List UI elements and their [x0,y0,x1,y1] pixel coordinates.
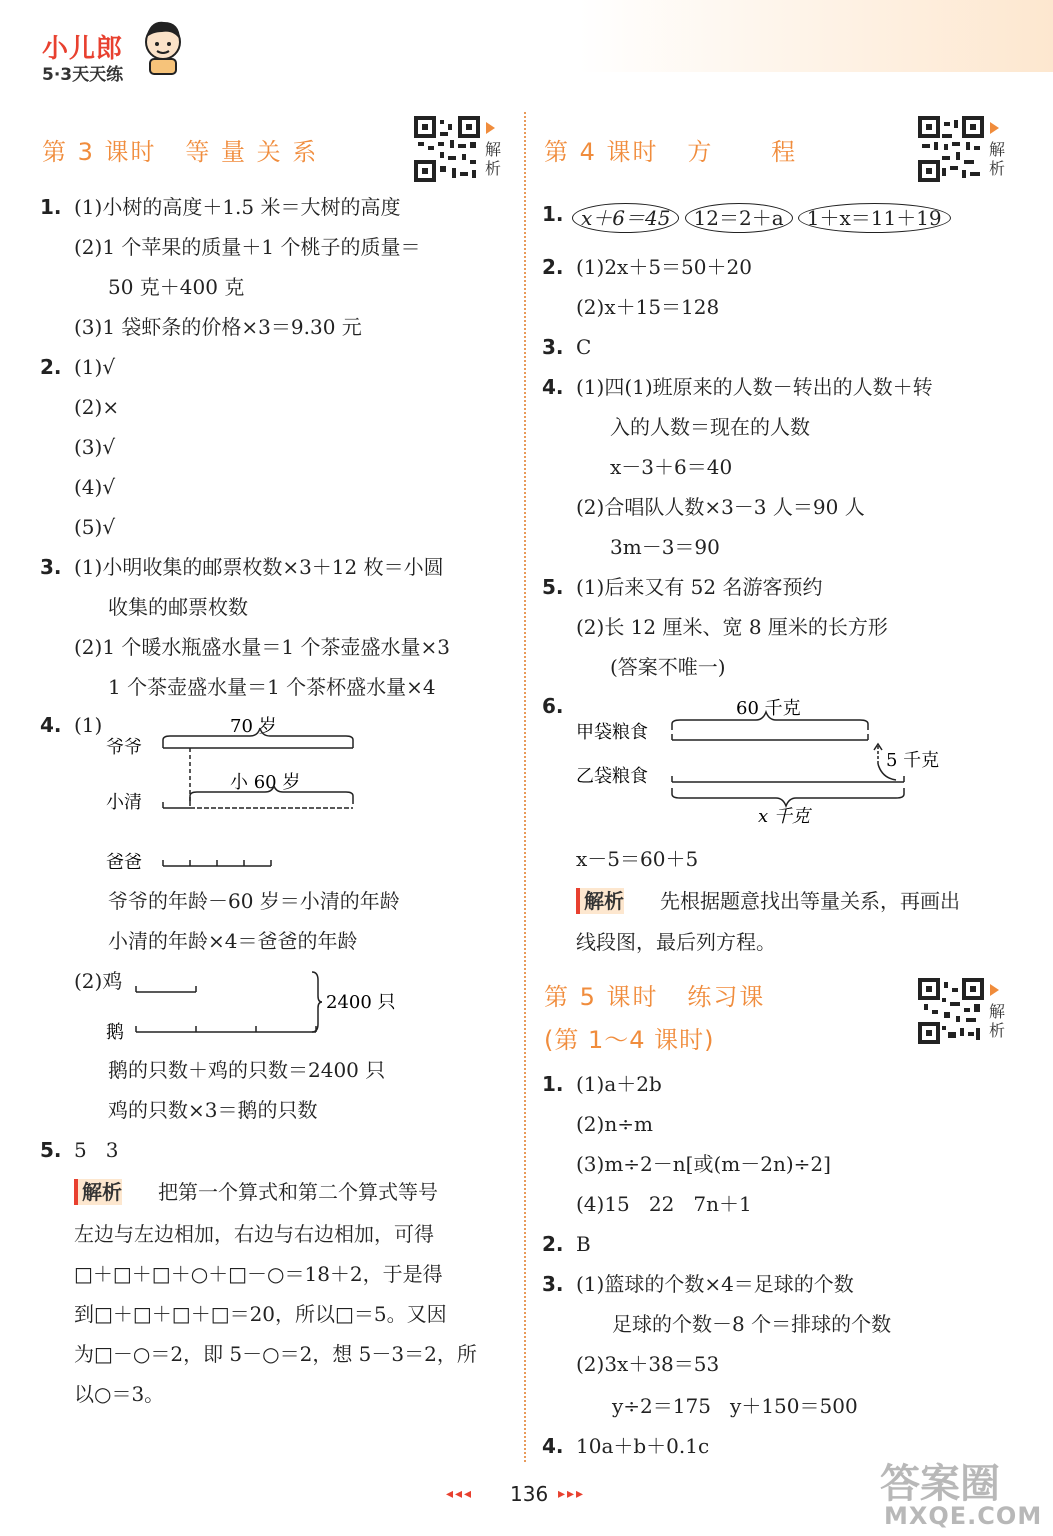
qr-code-lesson4[interactable] [918,116,984,186]
item-number: 3. [40,555,62,579]
age-line-diagram [100,708,370,878]
item-number: 4. [40,713,62,737]
prev-arrows-icon: ◂◂◂ [446,1486,474,1502]
answer-line: (2)x＋15＝128 [576,295,720,319]
label-younger: 小 60 岁 [230,772,301,793]
analysis-line: 线段图，最后列方程。 [576,930,776,954]
section-title-lesson3: 第 3 课时 等 量 关 系 [42,138,319,166]
answer-line: (2)× [74,395,120,419]
answer-line: B [576,1232,591,1256]
item-number: 2. [40,355,62,379]
column-divider [524,112,526,1462]
item-number: 1. [40,195,62,219]
sub-label: (1) [74,713,103,737]
oval-equation: 12＝2＋a [685,203,793,233]
answer-line: 1 个茶壶盛水量＝1 个茶杯盛水量×4 [108,675,436,699]
analysis-line: 把第一个算式和第二个算式等号 [158,1180,438,1204]
analysis-line: 以○＝3。 [74,1382,165,1406]
answer-line: (1)√ [74,355,116,379]
item-number: 4. [542,1434,564,1458]
analysis-line: □＋□＋□＋○＋□－○＝18＋2，于是得 [74,1262,443,1286]
section-subtitle-lesson5: (第 1～4 课时) [544,1026,715,1054]
answer-line: 鹅的只数＋鸡的只数＝2400 只 [108,1058,386,1082]
qr-code-icon [918,978,984,1044]
jiexi-label[interactable]: 解 析 [484,140,501,178]
answer-line: (1)四(1)班原来的人数－转出的人数＋转 [576,375,933,399]
play-arrow-icon [990,122,999,134]
label-total-age: 70 岁 [230,716,277,737]
watermark-url: MXQE.COM [884,1502,1043,1530]
item-number: 4. [542,375,564,399]
answer-line: (1)2x＋5＝50＋20 [576,255,752,279]
oval-equation: x＋6＝45 [572,203,679,233]
page-number: 136 [510,1482,549,1506]
answer-line: (5)√ [74,515,116,539]
answer-line: (1)小明收集的邮票枚数×3＋12 枚＝小圆 [74,555,444,579]
answer-line: (4)15 22 7n＋1 [576,1192,752,1216]
answer-line: (2)长 12 厘米、宽 8 厘米的长方形 [576,615,888,639]
label-bottom-weight: x 千克 [758,806,810,827]
label-grandpa: 爷爷 [106,737,142,758]
item-number: 1. [542,1072,564,1096]
answer-line: C [576,335,592,359]
sub-label: (2)鸡 [74,969,123,993]
label-goose: 鹅 [106,1022,124,1043]
watermark-logo: 答案圈 [880,1461,1000,1507]
answer-line: (答案不唯一) [610,655,726,679]
label-total-count: 2400 只 [326,992,396,1013]
play-arrow-icon [990,984,999,996]
item-number: 5. [542,575,564,599]
answer-line: 收集的邮票枚数 [108,595,248,619]
answer-line: x－5＝60＋5 [576,847,699,871]
answer-line: (2)n÷m [576,1112,653,1136]
circled-equations [572,203,951,233]
answer-line: (2)3x＋38＝53 [576,1352,720,1376]
answer-line: (3)√ [74,435,116,459]
jiexi-label[interactable]: 解 析 [988,1002,1005,1040]
label-top-weight: 60 千克 [736,698,801,719]
answer-line: 鸡的只数×3＝鹅的只数 [108,1098,318,1122]
label-diff-weight: 5 千克 [886,750,940,771]
answer-line: (1)篮球的个数×4＝足球的个数 [576,1272,854,1296]
item-number: 6. [542,694,564,718]
item-number: 2. [542,255,564,279]
item-number: 3. [542,1272,564,1296]
answer-line: 5 3 [74,1138,119,1162]
analysis-line: 到□＋□＋□＋□＝20，所以□＝5。又因 [74,1302,447,1326]
brand-logo: 小儿郎 [42,34,124,64]
answer-line: (3)m÷2－n[或(m－2n)÷2] [576,1152,831,1176]
section-title-lesson4: 第 4 课时 方 程 [544,138,798,166]
label-dad: 爸爸 [106,852,142,873]
grain-bag-diagram [570,690,970,830]
answer-line: (4)√ [74,475,116,499]
jiexi-label[interactable]: 解 析 [988,140,1005,178]
answer-line: y÷2＝175 y＋150＝500 [612,1394,858,1418]
analysis-tag: 解析 [576,888,624,914]
oval-equation: 1＋x＝11＋19 [798,203,951,233]
answer-line: 入的人数＝现在的人数 [610,415,810,439]
answer-line: 10a＋b＋0.1c [576,1434,710,1458]
label-bag-b: 乙袋粮食 [576,766,648,787]
qr-code-lesson5[interactable] [918,978,984,1048]
analysis-line: 为□－○＝2，即 5－○＝2，想 5－3＝2，所 [74,1342,477,1366]
analysis-line: 左边与左边相加，右边与右边相加，可得 [74,1222,434,1246]
answer-line: (2)1 个暖水瓶盛水量＝1 个茶壶盛水量×3 [74,635,450,659]
analysis-tag: 解析 [74,1179,122,1205]
answer-line: (2)合唱队人数×3－3 人＝90 人 [576,495,865,519]
answer-line: 足球的个数－8 个＝排球的个数 [612,1312,892,1336]
qr-code-lesson3[interactable] [414,116,480,186]
section-title-lesson5: 第 5 课时 练习课 [544,983,766,1011]
answer-line: 小清的年龄×4＝爸爸的年龄 [108,929,358,953]
label-bag-a: 甲袋粮食 [576,722,648,743]
qr-code-icon [918,116,984,182]
answer-line: 50 克＋400 克 [108,275,245,299]
play-arrow-icon [486,122,495,134]
answer-line: 爷爷的年龄－60 岁＝小清的年龄 [108,889,400,913]
item-number: 2. [542,1232,564,1256]
answer-line: (1)小树的高度＋1.5 米＝大树的高度 [74,195,401,219]
answer-line: (3)1 袋虾条的价格×3＝9.30 元 [74,315,362,339]
answer-line: (1)a＋2b [576,1072,662,1096]
answer-line: 3m－3＝90 [610,535,720,559]
qr-code-icon [414,116,480,182]
answer-line: x－3＋6＝40 [610,455,733,479]
item-number: 3. [542,335,564,359]
chicken-goose-diagram [100,966,410,1046]
answer-line: (1)后来又有 52 名游客预约 [576,575,823,599]
mascot-icon [140,18,186,76]
item-number: 5. [40,1138,62,1162]
series-name: 5·3天天练 [42,65,124,85]
analysis-line: 先根据题意找出等量关系，再画出 [660,889,960,913]
label-xiaoqing: 小清 [106,792,142,813]
answer-line: (2)1 个苹果的质量＋1 个桃子的质量＝ [74,235,421,259]
item-number: 1. [542,202,564,226]
next-arrows-icon: ▸▸▸ [558,1486,586,1502]
